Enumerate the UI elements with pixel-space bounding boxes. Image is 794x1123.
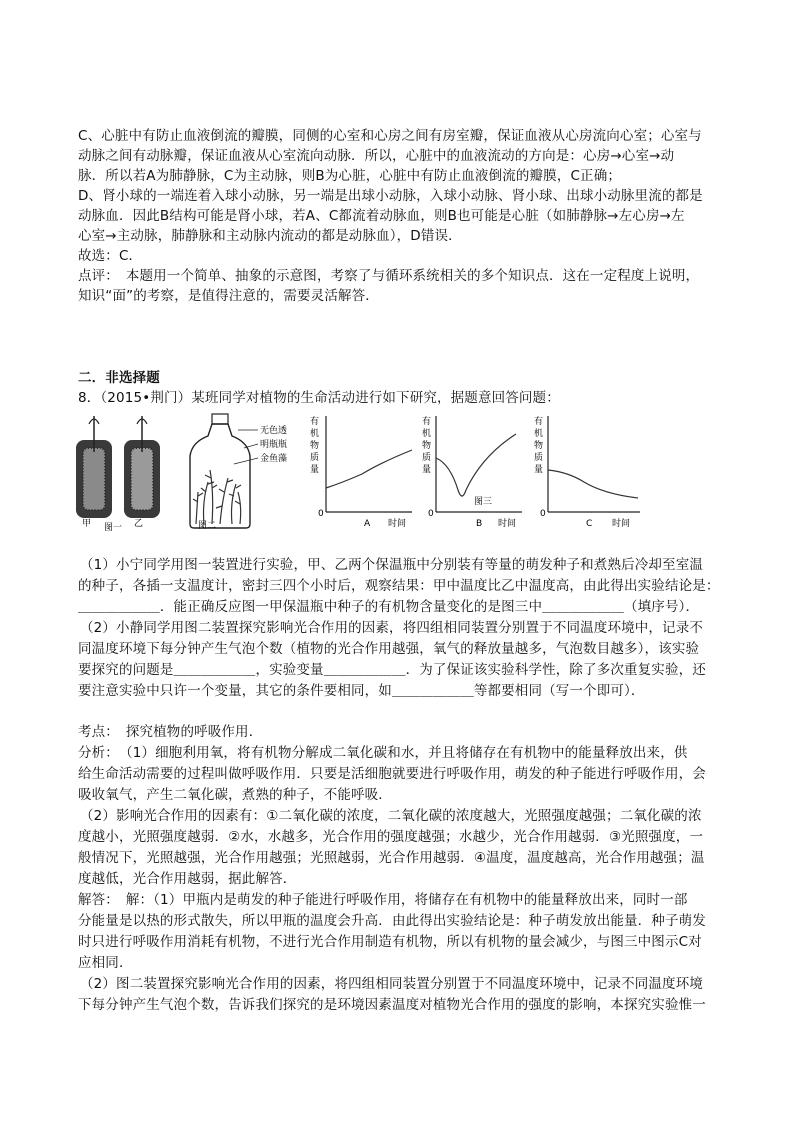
origin-label: 0: [428, 509, 434, 519]
graph-a: [310, 415, 412, 529]
answer-line: 分能量是以热的形式散失，所以甲瓶的温度会升高．由此得出实验结论是：种子萌发放出能量．种子萌发: [78, 913, 706, 929]
graph-name: A: [364, 519, 371, 529]
answer-line: 分析： （1）细胞利用氧，将有机物分解成二氧化碳和水，并且将储存在有机物中的能量释放出来，供: [78, 745, 688, 761]
label-yi: 乙: [134, 519, 144, 529]
graph-name: B: [476, 519, 483, 529]
analysis-line: 动脉血．因此B结构可能是肾小球，若A、C都流着动脉血，则B也可能是心脏（如肺静脉→左心房→左: [78, 208, 685, 224]
bottle-label: 明瓶瓶: [260, 440, 288, 450]
axis-label-char: 有: [310, 417, 320, 427]
question-line: ＿＿＿＿＿＿．能正确反应图一甲保温瓶中种子的有机物含量变化的是图三中＿＿＿＿＿＿（填序号）．: [78, 599, 700, 615]
analysis-line: D、肾小球的一端连着入球小动脉，另一端是出球小动脉，入球小动脉、肾小球、出球小动脉里流的都是: [78, 188, 703, 204]
axis-label-char: 质: [310, 453, 320, 463]
axis-label-char: 机: [534, 429, 544, 439]
bottle-label: 无色透: [260, 426, 288, 436]
fig2-caption: 图二: [198, 521, 217, 531]
answer-line: 般情况下，光照越强，光合作用越强；光照越弱，光合作用越弱．④温度，温度越高，光合作用越强；温: [78, 850, 705, 866]
thermos-jia: [76, 416, 112, 518]
axis-label-char: 质: [422, 453, 432, 463]
axis-label-char: 机: [422, 429, 432, 439]
question-line: 同温度环境下每分钟产生气泡个数（植物的光合作用越强，氧气的释放量越多，气泡数目越多），该实验: [78, 641, 700, 657]
analysis-line: 心室→主动脉，肺静脉和主动脉内流动的都是动脉血），D错误．: [78, 228, 462, 244]
question-line: 要探究的问题是＿＿＿＿＿＿，实验变量＿＿＿＿＿＿．为了保证该实验科学性，除了多次重复实验，还: [78, 662, 706, 678]
answer-line: 解答： 解：（1）甲瓶内是萌发的种子能进行呼吸作用，将储存在有机物中的能量释放出来，同时一部: [78, 892, 688, 908]
graph-c: [534, 415, 640, 529]
answer-line: 时只进行呼吸作用消耗有机物，不进行光合作用制造有机物，所以有机物的量会减少，与图三中图示C对: [78, 934, 702, 950]
graph-name: C: [586, 519, 593, 529]
x-axis-label: 时间: [498, 519, 517, 529]
thermos-yi: [124, 416, 160, 518]
analysis-line: 脉．所以若A为肺静脉，C为主动脉，则B为心脏，心脏中有防止血液倒流的瓣膜，C正确；: [78, 168, 621, 184]
axis-label-char: 有: [422, 417, 432, 427]
origin-label: 0: [540, 509, 546, 519]
answer-choice: 故选：C．: [78, 248, 143, 264]
answer-line: （2）影响光合作用的因素有：①二氧化碳的浓度，二氧化碳的浓度越大，光照强度越强；二氧化碳的浓: [80, 808, 702, 824]
answer-line: 给生命活动需要的过程叫做呼吸作用．只要是活细胞就要进行呼吸作用，萌发的种子能进行呼吸作用，会: [78, 766, 706, 782]
comment-line: 点评： 本题用一个简单、抽象的示意图，考察了与循环系统相关的多个知识点．这在一定程度上说明，: [78, 268, 700, 284]
axis-label-char: 物: [310, 441, 320, 451]
question-line: 要注意实验中只许一个变量，其它的条件要相同，如＿＿＿＿＿＿等都要相同（写一个即可）．: [78, 683, 645, 699]
answer-line: 度越低，光合作用越弱，据此解答．: [78, 871, 297, 887]
comment-line: 知识“面”的考察，是值得注意的，需要灵活解答．: [78, 288, 379, 304]
label-jia: 甲: [82, 519, 92, 529]
axis-label-char: 有: [534, 417, 544, 427]
fig3-caption: 图三: [474, 497, 493, 507]
fig1-caption: 图一: [104, 523, 123, 532]
x-axis-label: 时间: [612, 519, 631, 529]
axis-label-char: 量: [310, 465, 320, 475]
analysis-line: C、心脏中有防止血液倒流的瓣膜，同侧的心室和心房之间有房室瓣，保证血液从心房流向心室；心室与: [78, 128, 702, 144]
question-header: 8．（2015•荆门）某班同学对植物的生命活动进行如下研究，据题意回答问题：: [78, 390, 560, 406]
experiment-figure: [72, 412, 652, 532]
section-title: 二．非选择题: [78, 370, 160, 386]
origin-label: 0: [318, 509, 324, 519]
plant-label: 金鱼藻: [260, 454, 288, 464]
axis-label-char: 量: [534, 465, 544, 475]
question-line: （1）小宁同学用图一装置进行实验，甲、乙两个保温瓶中分别装有等量的萌发种子和煮熟后冷却至室温: [80, 557, 703, 573]
answer-line: 应相同．: [78, 955, 133, 971]
question-line: （2）小静同学用图二装置探究影响光合作用的因素，将四组相同装置分别置于不同温度环境中，记录不: [80, 620, 703, 636]
axis-label-char: 机: [310, 429, 320, 439]
answer-line: 下每分钟产生气泡个数，告诉我们探究的是环境因素温度对植物光合作用的强度的影响，本探究实验惟一: [78, 997, 706, 1013]
answer-line: 吸收氧气，产生二氧化碳，煮熟的种子，不能呼吸．: [78, 787, 392, 803]
axis-label-char: 量: [422, 465, 432, 475]
axis-label-char: 物: [534, 441, 544, 451]
axis-label-char: 物: [422, 441, 432, 451]
bottle-with-plant: [190, 414, 250, 528]
graph-b: [422, 415, 522, 529]
answer-line: 考点： 探究植物的呼吸作用．: [78, 724, 263, 740]
x-axis-label: 时间: [388, 519, 407, 529]
answer-line: （2）图二装置探究影响光合作用的因素，将四组相同装置分别置于不同温度环境中，记录不同温度环境: [80, 976, 703, 992]
answer-line: 度越小，光照强度越弱．②水，水越多，光合作用的强度越强；水越少，光合作用越弱．③光照强度，一: [78, 829, 704, 845]
question-line: 的种子，各插一支温度计，密封三四个小时后，观察结果：甲中温度比乙中温度高，由此得出实验结论是：: [78, 578, 720, 594]
axis-label-char: 质: [534, 453, 544, 463]
analysis-line: 动脉之间有动脉瓣，保证血液从心室流向动脉．所以，心脏中的血液流动的方向是：心房→心室→动: [78, 148, 675, 164]
